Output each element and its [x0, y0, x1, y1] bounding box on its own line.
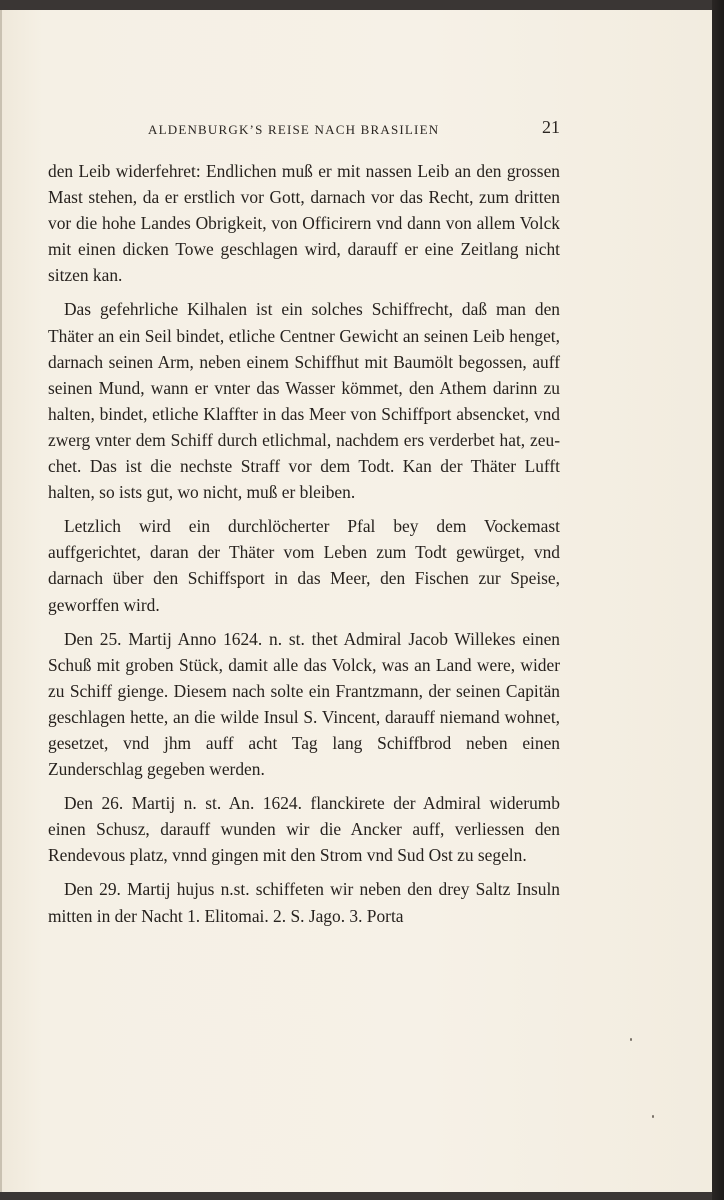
page-number: 21 — [542, 117, 560, 137]
paper-speck — [630, 1038, 632, 1041]
paper-speck — [652, 1115, 654, 1118]
book-page — [0, 10, 712, 1192]
page-edge-shadow — [712, 0, 724, 1200]
paragraph-1: den Leib widerfehret: Endlichen muß er mit nassen Leib an den grossen Mast stehen, da er erstlich vor Gott, darnach vor das Recht, zum dritten vor die hohe Landes Obrigkeit, von Officirern vnd dann von allem Volck mit einen dicken Towe geschlagen wird, darauff er eine Zeitlang nicht sitzen kan. — [48, 161, 560, 286]
paragraph-4: Den 25. Martij Anno 1624. n. st. thet Admiral Jacob Willekes einen Schuß mit groben Stück, damit alle das Volck, was an Land were, wider zu Schiff gienge. Diesem nach solte ein Frantzmann, der seinen Capitän geschlagen hette, an die wilde Insul S. Vincent, darauff niemand wohnet, gesetzet, vnd jhm auff acht Tag lang Schiffbrod neben einen Zunderschlag gegeben werden. — [48, 628, 560, 780]
page-header — [48, 114, 560, 144]
paragraph-6: Den 29. Martij hujus n.st. schiffeten wir neben den drey Saltz Insuln mitten in der Nacht 1. Elitomai. 2. S. Jago. 3. Porta — [48, 879, 560, 926]
paragraph-3: Letzlich wird ein durchlöcherter Pfal bey dem Vockemast auffgerichtet, daran der Thäter vom Leben zum Todt gewürget, vnd darnach über den Schiffsport in das Meer, den Fischen zur Speise, geworffen wird. — [48, 516, 560, 615]
paragraph-2: Das gefehrliche Kilhalen ist ein solches Schiffrecht, daß man den Thäter an ein Seil bindet, etliche Centner Gewicht an seinen Leib henget, darnach seinen Arm, neben einem Schiffhut mit Baumölt begossen, auff seinen Mund, wann er vnter das Wasser kömmet, den Athem darinn zu halten, bindet, etliche Klaffter in das Meer von Schiffport absencket, vnd zwerg vnter dem Schiff durch etlichmal, nachdem ers verderbet hat, zeuchet. Das ist die nechste Straff vor dem Todt. Kan der Thäter Lufft halten, so ists gut, wo nicht, muß er bleiben. — [48, 299, 560, 503]
running-title: ALDENBURGK’S REISE NACH BRASILIEN — [148, 122, 440, 137]
body-text — [48, 158, 560, 937]
paragraph-5: Den 26. Martij n. st. An. 1624. flanckirete der Admiral widerumb einen Schusz, darauff wunden wir die Ancker auff, verliessen den Rendevous platz, vnnd gingen mit den Strom vnd Sud Ost zu segeln. — [48, 793, 560, 866]
